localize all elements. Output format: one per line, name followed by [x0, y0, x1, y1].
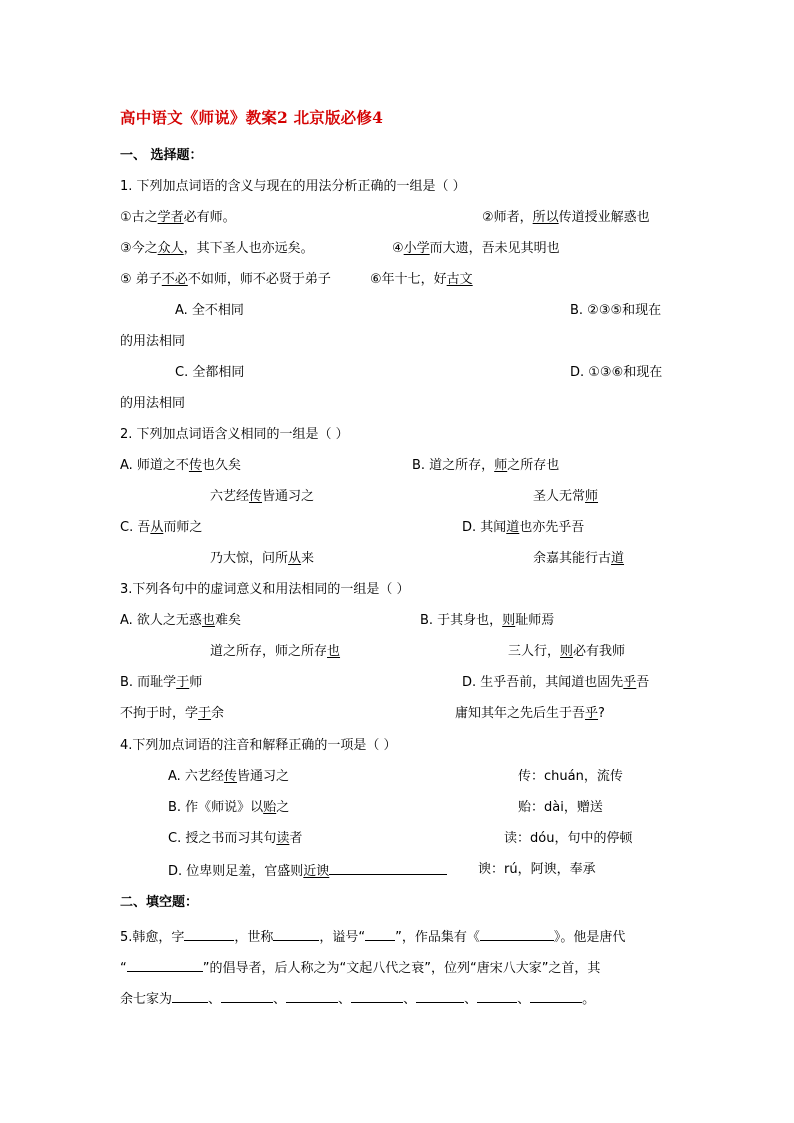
q2-option-c: C. 吾从而师之: [120, 520, 203, 535]
q1-item-4-underlined: 小学: [403, 241, 430, 256]
q4-option-b-note: 贻：dài，赠送: [518, 800, 603, 815]
section-choice-heading: 一、 选择题：: [120, 148, 203, 163]
q1-item-6: ⑥年十七，好古文: [370, 272, 473, 287]
q5-blank-writer-7[interactable]: [530, 989, 582, 1003]
q1-option-a: A. 全不相同: [175, 303, 244, 318]
q1-option-d-cont: 的用法相同: [120, 396, 186, 411]
q2-option-a: A. 师道之不传也久矣: [120, 458, 241, 473]
q2-option-d-second-underlined: 道: [611, 551, 625, 566]
q2-option-d: D. 其闻道也亦先乎吾: [462, 520, 585, 535]
q4-option-c-underlined: 读: [276, 831, 290, 846]
q4-option-b: B. 作《师说》以贻之: [168, 800, 290, 815]
q3-option-c: B. 而耻学于师: [120, 675, 203, 690]
q4-option-a-underlined: 传: [223, 769, 237, 784]
q3-option-c-second-underlined: 于: [198, 706, 212, 721]
page-title: 高中语文《师说》教案2 北京版必修4: [120, 108, 384, 127]
q4-option-d-underlined: 近谀: [303, 864, 330, 879]
q5-line-1: 5.韩愈，字 ，世称 ，谥号“ ”，作品集有《 》。他是唐代: [120, 927, 625, 947]
q1-item-2-underlined: 所以: [532, 210, 559, 225]
q3-option-d-second: 庸知其年之先后生于吾乎?: [455, 706, 605, 721]
q5-blank-writer-5[interactable]: [416, 989, 464, 1003]
q3-option-c-second: 不拘于时，学于余: [120, 706, 225, 721]
q5-blank-collection[interactable]: [480, 927, 554, 941]
q2-option-d-second: 余嘉其能行古道: [533, 551, 625, 566]
q1-item-6-underlined: 古文: [446, 272, 473, 287]
q3-option-a-second: 道之所存，师之所存也: [210, 644, 341, 659]
q2-stem: 2. 下列加点词语含义相同的一组是（ ）: [120, 427, 349, 442]
q4-option-d: D. 位卑则足羞，官盛则近谀: [168, 861, 447, 881]
q3-option-a: A. 欲人之无惑也难矣: [120, 613, 241, 628]
q3-option-b: B. 于其身也，则耻师焉: [420, 613, 555, 628]
q5-blank-writer-1[interactable]: [172, 989, 208, 1003]
q1-item-2: ②师者，所以传道授业解惑也: [482, 210, 650, 225]
q2-option-d-underlined: 道: [506, 520, 520, 535]
q5-blank-title[interactable]: [273, 927, 319, 941]
q3-option-c-underlined: 于: [176, 675, 190, 690]
q1-item-1-underlined: 学者: [157, 210, 184, 225]
q3-stem: 3.下列各句中的虚词意义和用法相同的一组是（ ）: [120, 582, 410, 597]
q1-stem: 1. 下列加点词语的含义与现在的用法分析正确的一组是（ ）: [120, 179, 466, 194]
q5-blank-writer-3[interactable]: [286, 989, 338, 1003]
q5-blank-writer-6[interactable]: [477, 989, 517, 1003]
q5-blank-writer-4[interactable]: [351, 989, 403, 1003]
q2-option-c-second-underlined: 从: [288, 551, 302, 566]
q3-option-d-second-underlined: 乎: [585, 706, 599, 721]
q1-item-3: ③今之众人，其下圣人也亦远矣。: [120, 241, 314, 256]
q1-item-5: ⑤ 弟子不必不如师，师不必贤于弟子: [120, 272, 331, 287]
q1-option-b-cont: 的用法相同: [120, 334, 186, 349]
q2-option-a-second-underlined: 传: [249, 489, 263, 504]
q3-option-d-underlined: 乎: [623, 675, 637, 690]
q5-blank-movement[interactable]: [127, 958, 203, 972]
section-fill-heading: 二、填空题：: [120, 895, 199, 910]
q2-option-c-underlined: 从: [150, 520, 164, 535]
q1-item-3-underlined: 众人: [157, 241, 184, 256]
q3-option-b-second: 三人行，则必有我师: [508, 644, 626, 659]
q5-line-2: “ ”的倡导者，后人称之为“文起八代之衰”，位列“唐宋八大家”之首，其: [120, 958, 600, 978]
q3-option-b-second-underlined: 则: [560, 644, 574, 659]
q3-option-a-underlined: 也: [201, 613, 215, 628]
q2-option-c-second: 乃大惊，问所从来: [210, 551, 315, 566]
q4-option-a-note: 传：chuán，流传: [518, 769, 623, 784]
q4-stem: 4.下列加点词语的注音和解释正确的一项是（ ）: [120, 738, 397, 753]
q3-option-a-second-underlined: 也: [327, 644, 341, 659]
q4-option-a: A. 六艺经传皆通习之: [168, 769, 289, 784]
q1-option-c: C. 全都相同: [175, 365, 245, 380]
q2-option-b-underlined: 师: [494, 458, 508, 473]
q1-option-d: D. ①③⑥和现在: [570, 365, 663, 380]
q5-blank-courtesy-name[interactable]: [184, 927, 234, 941]
q1-option-b: B. ②③⑤和现在: [570, 303, 662, 318]
q4-option-b-underlined: 贻: [263, 800, 277, 815]
q5-blank-writer-2[interactable]: [221, 989, 273, 1003]
q4-option-c-note: 读：dóu，句中的停顿: [504, 831, 633, 846]
q3-option-d: D. 生乎吾前，其闻道也固先乎吾: [462, 675, 650, 690]
q1-item-5-underlined: 不必: [161, 272, 188, 287]
q2-option-b: B. 道之所存，师之所存也: [412, 458, 560, 473]
q4-option-d-blank: [329, 861, 447, 875]
q5-blank-posthumous[interactable]: [365, 927, 395, 941]
q1-item-1: ①古之学者必有师。: [120, 210, 236, 225]
q5-line-3: 余七家为 、 、 、 、 、 、 。: [120, 989, 595, 1009]
q2-option-a-second: 六艺经传皆通习之: [210, 489, 315, 504]
q4-option-c: C. 授之书而习其句读者: [168, 831, 303, 846]
q2-option-b-second-underlined: 师: [585, 489, 599, 504]
q2-option-a-underlined: 传: [188, 458, 202, 473]
q4-option-d-note: 谀：rú，阿谀，奉承: [478, 862, 596, 877]
q3-option-b-underlined: 则: [502, 613, 516, 628]
q1-item-4: ④小学而大遗，吾未见其明也: [392, 241, 560, 256]
q2-option-b-second: 圣人无常师: [533, 489, 599, 504]
